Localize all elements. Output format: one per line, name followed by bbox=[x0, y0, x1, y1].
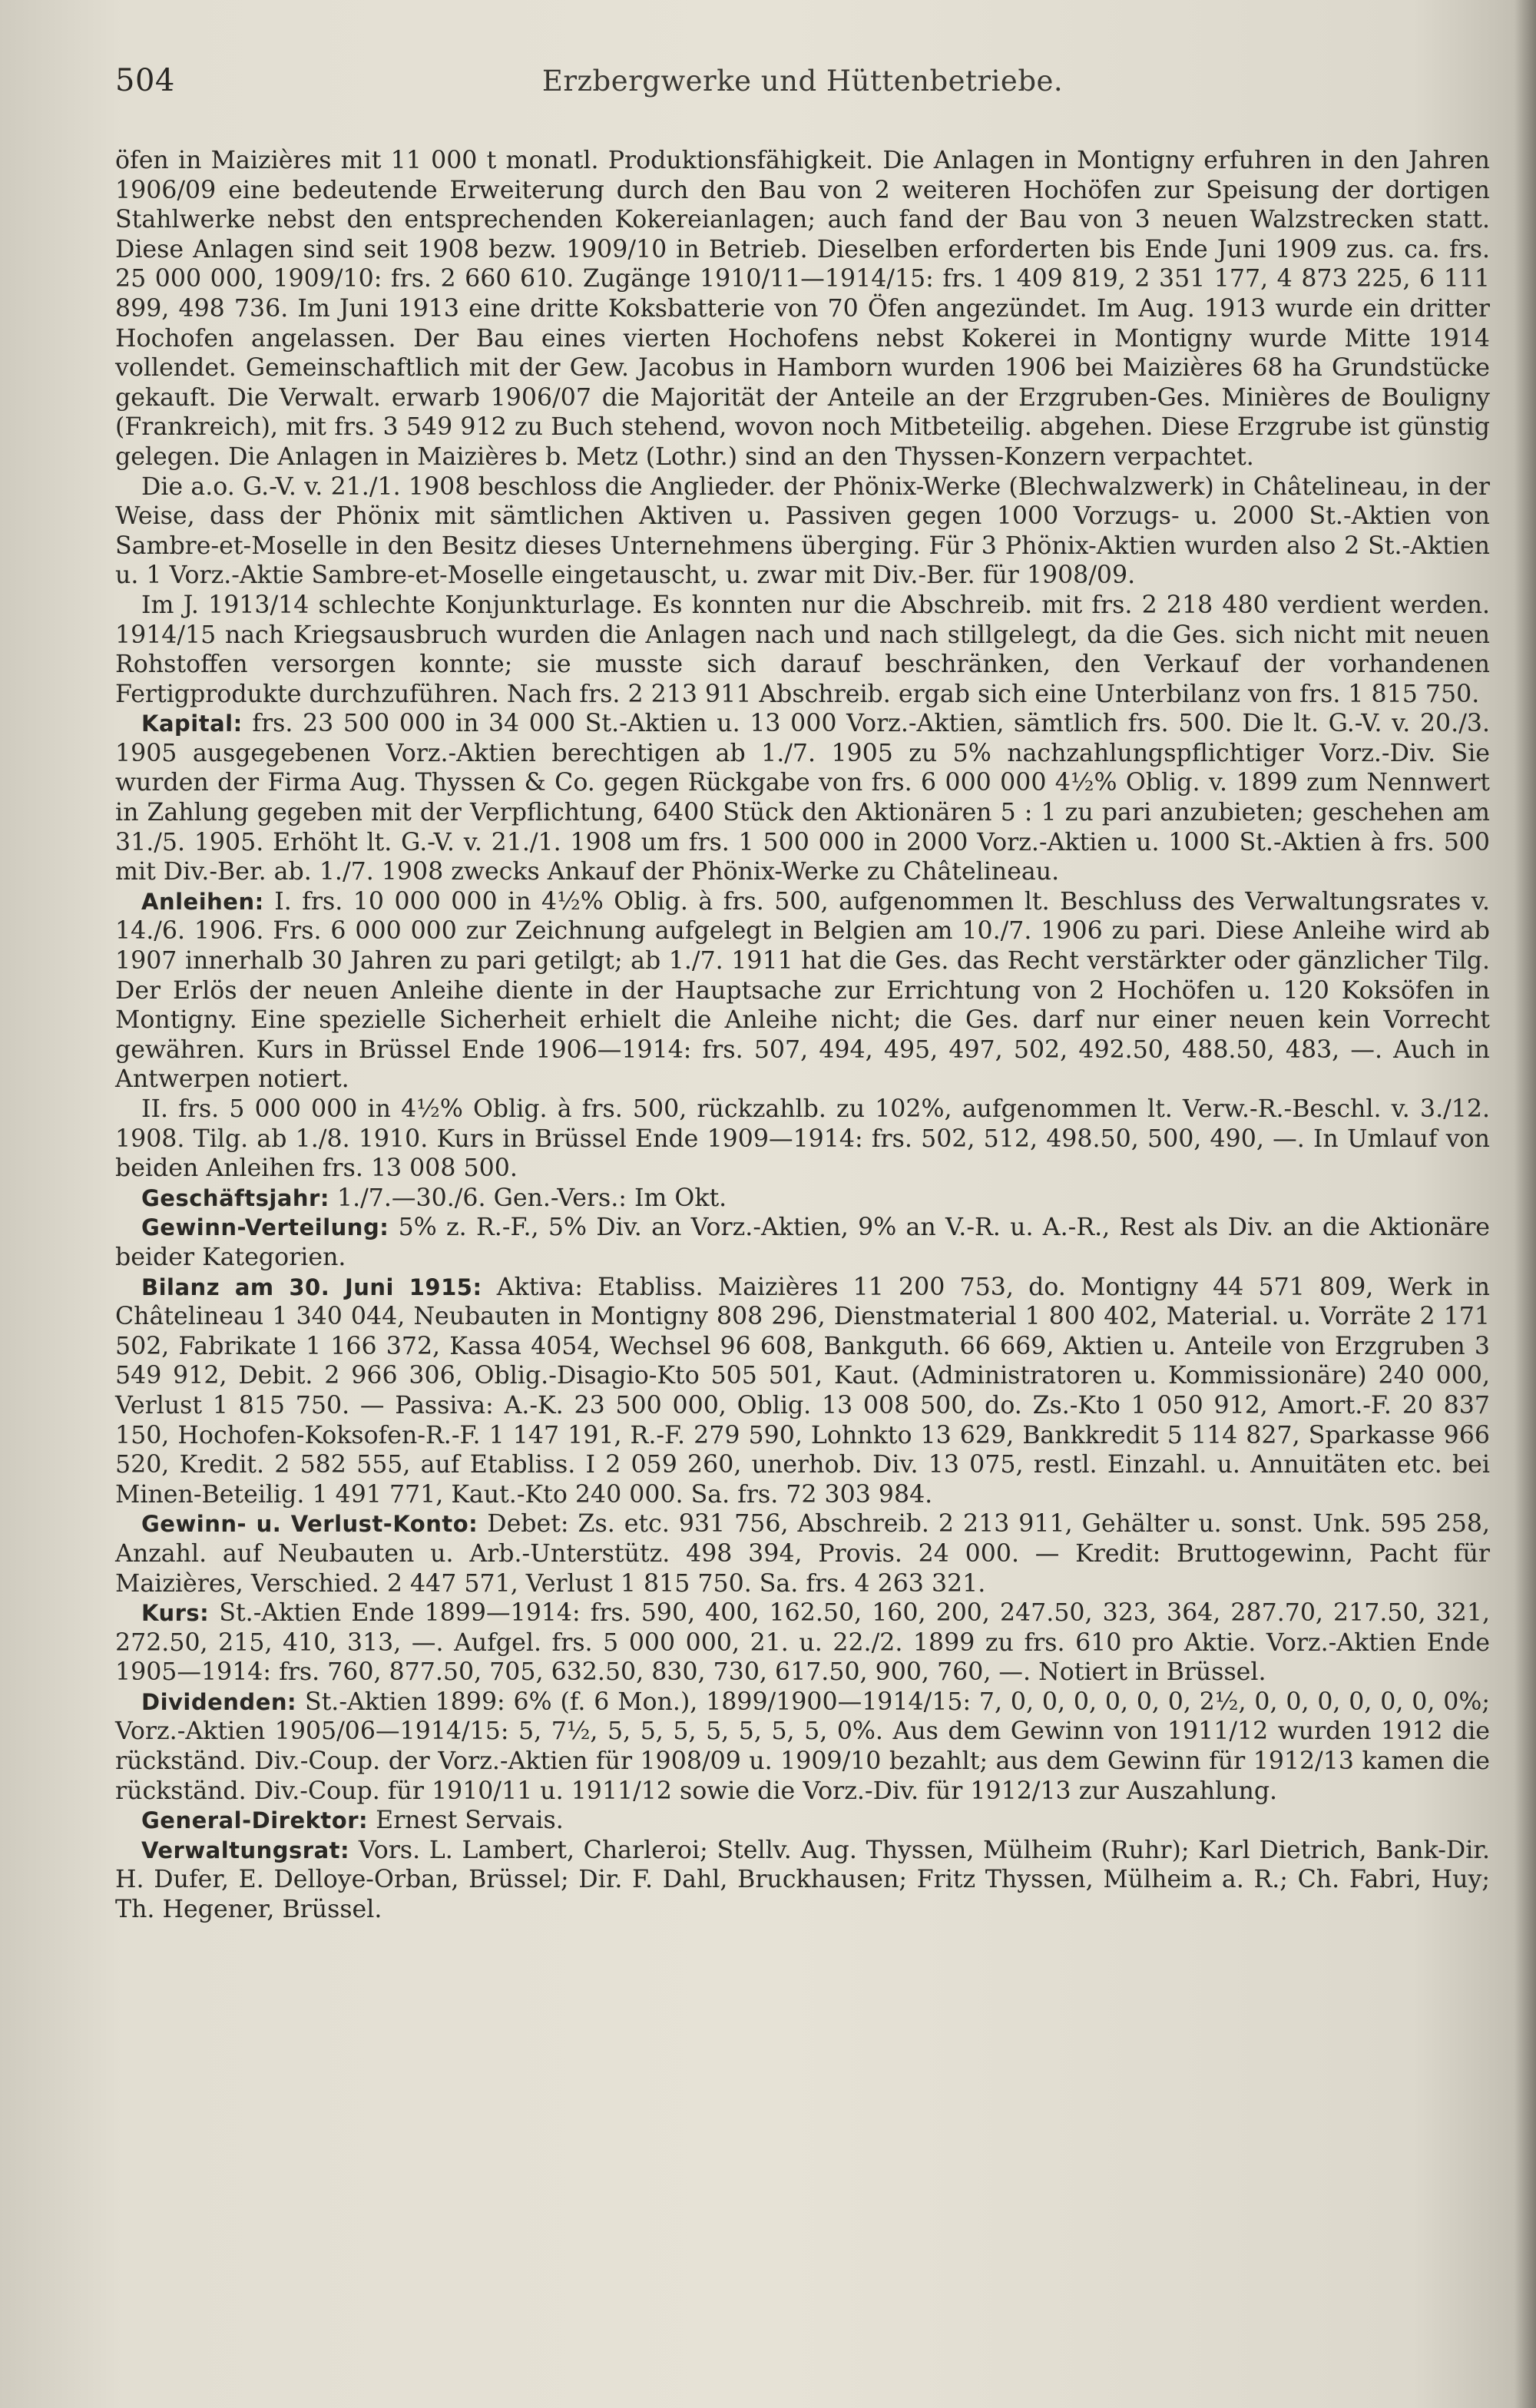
paragraph-text: Vors. L. Lambert, Charleroi; Stellv. Aug. Thyssen, Mülheim (Ruhr); Karl Dietrich, Bank-Dir. H. Dufer, E. Delloye-Orban, Brüssel; Dir. F. Dahl, Bruckhausen; Fritz Thyssen, Mülheim a. R.; Ch. Fabri, Huy; Th. Hegener, Brüssel. bbox=[115, 1836, 1490, 1924]
paragraph-gewinn-verlust bbox=[115, 1509, 1490, 1598]
paragraph-text: Aktiva: Etabliss. Maizières 11 200 753, do. Montigny 44 571 809, Werk in Châtelineau 1 340 044, Neubauten in Montigny 808 296, Dienstmaterial 1 800 402, Material. u. Vorräte 2 171 502, Fabrikate 1 166 372, Kassa 4054, Wechsel 96 608, Bankguth. 66 669, Aktien u. Anteile von Erzgruben 3 549 912, Debit. 2 966 306, Oblig.-Disagio-Kto 505 501, Kaut. (Administratoren u. Kommissionäre) 240 000, Verlust 1 815 750. — Passiva: A.-K. 23 500 000, Oblig. 13 008 500, do. Zs.-Kto 1 050 912, Amort.-F. 20 837 150, Hochofen-Koksofen-R.-F. 1 147 191, R.-F. 279 590, Lohnkto 13 629, Bankkredit 5 114 827, Sparkasse 966 520, Kredit. 2 582 555, auf Etabliss. I 2 059 260, unerhob. Div. 13 075, restl. Einzahl. u. Annuitäten etc. bei Minen-Beteilig. 1 491 771, Kaut.-Kto 240 000. Sa. frs. 72 303 984. bbox=[115, 1273, 1491, 1509]
paragraph-text: Die a.o. G.-V. v. 21./1. 1908 beschloss die Anglieder. der Phönix-Werke (Blechwalzwerk) in Châtelineau, in der Weise, dass der Phönix mit sämtlichen Aktiven u. Passiven gegen 1000 Vorzugs- u. 2000 St.-Aktien von Sambre-et-Moselle in den Besitz dieses Unternehmens überging. Für 3 Phönix-Aktien wurden also 2 St.-Aktien u. 1 Vorz.-Aktie Sambre-et-Moselle eingetauscht, u. zwar mit Div.-Ber. für 1908/09. bbox=[115, 472, 1490, 590]
paragraph-dividenden bbox=[115, 1688, 1490, 1806]
paragraph-intro-continuation bbox=[115, 146, 1490, 472]
paragraph-kurs bbox=[115, 1598, 1490, 1688]
page-number: 504 bbox=[115, 63, 175, 98]
section-label: Geschäftsjahr: bbox=[141, 1184, 329, 1211]
section-label: Kurs: bbox=[141, 1600, 210, 1627]
paragraph-kapital bbox=[115, 709, 1490, 887]
paragraph-text: Debet: Zs. etc. 931 756, Abschreib. 2 213 911, Gehälter u. sonst. Unk. 595 258, Anzahl. auf Neubauten u. Arb.-Unterstütz. 498 394, Provis. 24 000. — Kredit: Bruttogewinn, Pacht für Maizières, Verschied. 2 447 571, Verlust 1 815 750. Sa. frs. 4 263 321. bbox=[115, 1510, 1491, 1598]
section-label: Dividenden: bbox=[141, 1688, 297, 1715]
paragraph-text: I. frs. 10 000 000 in 4½% Oblig. à frs. 500, aufgenommen lt. Beschluss des Verwaltungsrates v. 14./6. 1906. Frs. 6 000 000 zur Zeichnung aufgelegt in Belgien am 10./7. 1906 zu pari. Diese Anleihe wird ab 1907 innerhalb 30 Jahren zu pari getilgt; ab 1./7. 1911 hat die Ges. das Recht verstärkter oder gänzlicher Tilg. Der Erlös der neuen Anleihe diente in der Hauptsache zur Errichtung von 2 Hochöfen u. 120 Koksöfen in Montigny. Eine spezielle Sicherheit erhielt die Anleihe nicht; die Ges. darf nur einer neuen kein Vorrecht gewähren. Kurs in Brüssel Ende 1906—1914: frs. 507, 494, 495, 497, 502, 492.50, 488.50, 483, —. Auch in Antwerpen notiert. bbox=[115, 887, 1491, 1094]
section-label: Verwaltungsrat: bbox=[141, 1837, 350, 1863]
page-header bbox=[115, 55, 1490, 101]
paragraph-text: St.-Aktien 1899: 6% (f. 6 Mon.), 1899/1900—1914/15: 7, 0, 0, 0, 0, 0, 0, 2½, 0, 0, 0, 0, 0, 0, 0%; Vorz.-Aktien 1905/06—1914/15: 5, 7½, 5, 5, 5, 5, 5, 5, 5, 0%. Aus dem Gewinn von 1911/12 wurden 1912 die rückständ. Div.-Coup. der Vorz.-Aktien für 1908/09 u. 1909/10 bezahlt; aus dem Gewinn für 1912/13 kamen die rückständ. Div.-Coup. für 1910/11 u. 1911/12 sowie die Vorz.-Div. für 1912/13 zur Auszahlung. bbox=[115, 1688, 1491, 1805]
paragraph-text: Ernest Servais. bbox=[376, 1807, 564, 1835]
paragraph-anleihen bbox=[115, 887, 1490, 1095]
section-label: Gewinn-Verteilung: bbox=[141, 1214, 389, 1241]
paragraph-business-year bbox=[115, 591, 1490, 709]
page-edge-shadow bbox=[1514, 0, 1536, 2408]
paragraph-general-direktor bbox=[115, 1806, 1490, 1836]
section-label: General-Direktor: bbox=[141, 1807, 369, 1834]
paragraph-anleihe-ii bbox=[115, 1095, 1490, 1184]
paragraph-annexation bbox=[115, 472, 1490, 591]
paragraph-gewinn-verteilung bbox=[115, 1213, 1490, 1272]
paragraph-bilanz bbox=[115, 1273, 1490, 1510]
paragraph-geschaeftsjahr bbox=[115, 1184, 1490, 1214]
section-label: Kapital: bbox=[141, 710, 243, 737]
section-label: Gewinn- u. Verlust-Konto: bbox=[141, 1511, 478, 1538]
paragraph-text: öfen in Maizières mit 11 000 t monatl. Produktionsfähigkeit. Die Anlagen in Montigny erfuhren in den Jahren 1906/09 eine bedeutende Erweiterung durch den Bau von 2 weiteren Hochöfen zur Speisung der dortigen Stahlwerke nebst den entsprechenden Kokereianlagen; auch fand der Bau von 3 neuen Walzstrecken statt. Diese Anlagen sind seit 1908 bezw. 1909/10 in Betrieb. Dieselben erforderten bis Ende Juni 1909 zus. ca. frs. 25 000 000, 1909/10: frs. 2 660 610. Zugänge 1910/11—1914/15: frs. 1 409 819, 2 351 177, 4 873 225, 6 111 899, 498 736. Im Juni 1913 eine dritte Koksbatterie von 70 Öfen angezündet. Im Aug. 1913 wurde ein dritter Hochofen angelassen. Der Bau eines vierten Hochofens nebst Kokerei in Montigny wurde Mitte 1914 vollendet. Gemeinschaftlich mit der Gew. Jacobus in Hamborn wurden 1906 bei Maizières 68 ha Grundstücke gekauft. Die Verwalt. erwarb 1906/07 die Majorität der Anteile an der Erzgruben-Ges. Minières de Bouligny (Frankreich), mit frs. 3 549 912 zu Buch stehend, wovon noch Mitbeteilig. abgehen. Diese Erzgrube ist günstig gelegen. Die Anlagen in Maizières b. Metz (Lothr.) sind an den Thyssen-Konzern verpachtet. bbox=[115, 147, 1490, 471]
paragraph-text: 5% z. R.-F., 5% Div. an Vorz.-Aktien, 9% an V.-R. u. A.-R., Rest als Div. an die Aktionäre beider Kategorien. bbox=[115, 1214, 1490, 1271]
section-label: Anleihen: bbox=[141, 888, 264, 915]
paragraph-text: II. frs. 5 000 000 in 4½% Oblig. à frs. 500, rückzahlb. zu 102%, aufgenommen lt. Verw.-R.-Beschl. v. 3./12. 1908. Tilg. ab 1./8. 1910. Kurs in Brüssel Ende 1909—1914: frs. 502, 512, 498.50, 500, 490, —. In Umlauf von beiden Anleihen frs. 13 008 500. bbox=[115, 1095, 1490, 1183]
paragraph-text: St.-Aktien Ende 1899—1914: frs. 590, 400, 162.50, 160, 200, 247.50, 323, 364, 287.70, 217.50, 321, 272.50, 215, 410, 313, —. Aufgel. frs. 5 000 000, 21. u. 22./2. 1899 zu frs. 610 pro Aktie. Vorz.-Aktien Ende 1905—1914: frs. 760, 877.50, 705, 632.50, 830, 730, 617.50, 900, 760, —. Notiert in Brüssel. bbox=[115, 1599, 1490, 1687]
running-title: Erzbergwerke und Hüttenbetriebe. bbox=[541, 65, 1064, 98]
paragraph-text: 1./7.—30./6. Gen.-Vers.: Im Okt. bbox=[336, 1184, 727, 1212]
paragraph-verwaltungsrat bbox=[115, 1836, 1490, 1925]
body-text bbox=[115, 146, 1490, 1925]
paragraph-text: frs. 23 500 000 in 34 000 St.-Aktien u. 13 000 Vorz.-Aktien, sämtlich frs. 500. Die lt. G.-V. v. 20./3. 1905 ausgegebenen Vorz.-Aktien berechtigen ab 1./7. 1905 zu 5% nachzahlungspflichtiger Vorz.-Div. Sie wurden der Firma Aug. Thyssen & Co. gegen Rückgabe von frs. 6 000 000 4½% Oblig. v. 1899 zum Nennwert in Zahlung gegeben mit der Verpflichtung, 6400 Stück den Aktionären 5 : 1 zu pari anzubieten; geschehen am 31./5. 1905. Erhöht lt. G.-V. v. 21./1. 1908 um frs. 1 500 000 in 2000 Vorz.-Aktien u. 1000 St.-Aktien à frs. 500 mit Div.-Ber. ab. 1./7. 1908 zwecks Ankauf der Phönix-Werke zu Châtelineau. bbox=[115, 710, 1490, 886]
paragraph-text: Im J. 1913/14 schlechte Konjunkturlage. Es konnten nur die Abschreib. mit frs. 2 218 480 verdient werden. 1914/15 nach Kriegsausbruch wurden die Anlagen nach und nach stillgelegt, da die Ges. sich nicht mit neuen Rohstoffen versorgen konnte; sie musste sich darauf beschränken, den Verkauf der vorhandenen Fertigprodukte durchzuführen. Nach frs. 2 213 911 Abschreib. ergab sich eine Unterbilanz von frs. 1 815 750. bbox=[115, 591, 1490, 708]
section-label: Bilanz am 30. Juni 1915: bbox=[141, 1274, 482, 1300]
